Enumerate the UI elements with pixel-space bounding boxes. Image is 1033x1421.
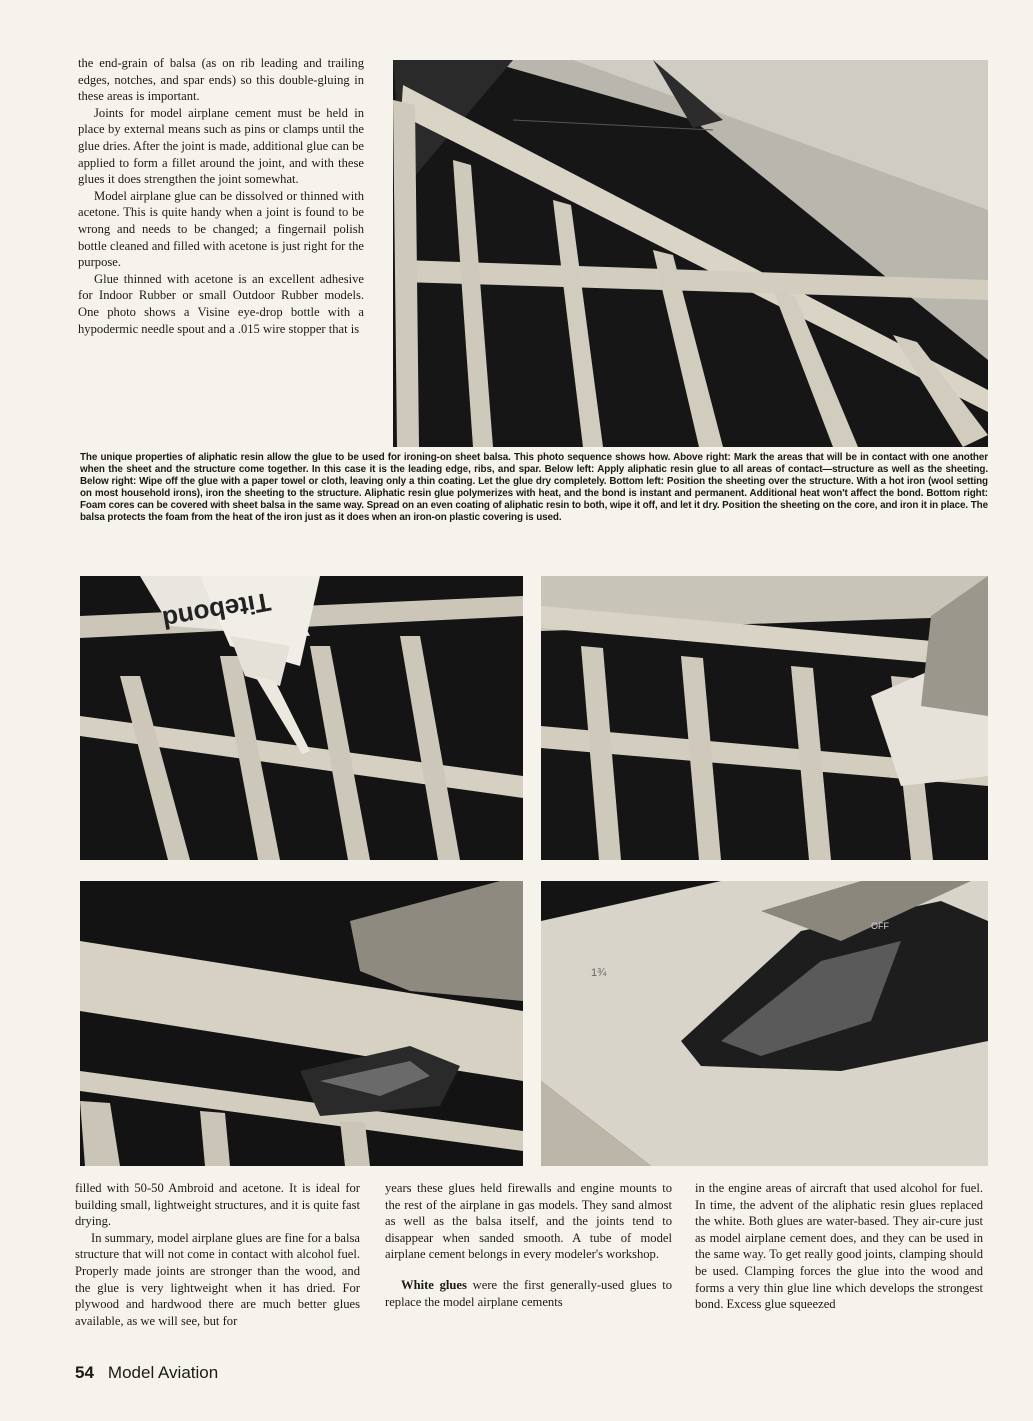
paragraph <box>385 1277 672 1310</box>
paragraph-text: were the first generally-used glues to replace the model airplane cements <box>385 1277 672 1309</box>
paragraph: Joints for model airplane cement must be held in place by external means such as pins or clamps until the glue dries. After the joint is made, additional glue can be applied to form a fillet around the joint, and with these glues it does strengthen the joint somewhat. <box>78 105 364 187</box>
iron-label: OFF <box>871 921 889 931</box>
bottom-column-1 <box>75 1180 360 1329</box>
photo-mark-structure <box>393 60 988 447</box>
bottom-column-2 <box>385 1180 672 1310</box>
top-text-column <box>78 55 364 337</box>
paragraph: Model airplane glue can be dissolved or thinned with acetone. This is quite handy when a joint is found to be wrong and needs to be changed; a fingernail polish bottle cleaned and filled with acetone is just right for the purpose. <box>78 188 364 270</box>
photo-iron-foam-core <box>541 881 988 1166</box>
paragraph: the end-grain of balsa (as on rib leading and trailing edges, notches, and spar ends) so this double-gluing in these areas is important. <box>78 56 364 104</box>
sheet-mark: 1¾ <box>591 967 607 979</box>
page-number: 54 <box>75 1363 94 1382</box>
paragraph: filled with 50-50 Ambroid and acetone. It is ideal for building small, lightweight structures, and it is quite fast drying. <box>75 1181 360 1229</box>
paragraph: years these glues held firewalls and engine mounts to the rest of the airplane in gas models. They sand almost as well as the balsa itself, and the joints tend to disappear when sanded smooth. A tube of model airplane cement belongs in every modeler's workshop. <box>385 1181 672 1262</box>
photo-caption: The unique properties of aliphatic resin allow the glue to be used for ironing-on sheet balsa. This photo sequence shows how. Above right: Mark the areas that will be in contact with one another when the sheet and the structure come together. In this case it is the leading edge, ribs, and spar. Below left: Apply aliphatic resin glue to all areas of contact—structure as well as the sheeting. Below right: Wipe off the glue with a paper towel or cloth, leaving only a thin coating. Let the glue dry completely. Bottom left: Position the sheeting over the structure. With a hot iron (wool setting on most household irons), iron the sheeting to the structure. Aliphatic resin glue polymerizes with heat, and the bond is instant and permanent. Additional heat won't affect the bond. Bottom right: Foam cores can be covered with sheet balsa in the same way. Spread on an even coating of aliphatic resin to both, wipe it off, and let it dry. Position the sheeting on the core, and iron it in place. The balsa protects the foam from the heat of the iron just as it does when an iron-on plastic covering is used. <box>80 452 988 524</box>
photo-apply-glue <box>80 576 523 860</box>
paragraph: Glue thinned with acetone is an excellent adhesive for Indoor Rubber or small Outdoor Rubber models. One photo shows a Visine eye-drop bottle with a hypodermic needle spout and a .015 wire stopper that is <box>78 271 364 336</box>
subhead-white-glues: White glues <box>401 1277 467 1292</box>
paragraph: In summary, model airplane glues are fine for a balsa structure that will not come in contact with alcohol fuel. Properly made joints are stronger than the wood, and the glue is very lightweight when it has dried. For plywood and hardwood there are much better glues available, as we will see, but for <box>75 1230 360 1328</box>
paragraph: in the engine areas of aircraft that used alcohol for fuel. In time, the advent of the aliphatic resin glues replaced the white. Both glues are water-based. They air-cure just as model airplane cement does, and they can be used in the same way. To get really good joints, clamping should be used. Clamping forces the glue into the wood and forms a very thin glue line which develops the strongest bond. Excess glue squeezed <box>695 1181 983 1312</box>
glue-bottle-label: Titebond <box>160 586 273 636</box>
photo-iron-sheeting <box>80 881 523 1166</box>
photo-wipe-glue <box>541 576 988 860</box>
bottom-column-3 <box>695 1180 983 1313</box>
magazine-name: Model Aviation <box>107 1363 219 1382</box>
page-footer <box>75 1363 218 1383</box>
